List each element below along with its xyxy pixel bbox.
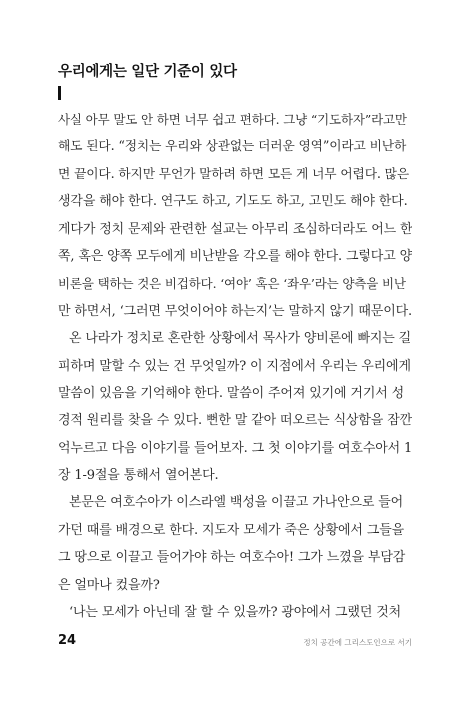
text-line: 사실 아무 말도 안 하면 너무 쉽고 편하다. 그냥 “기도하자”라고만	[58, 112, 407, 127]
text-line: 해도 된다. “정치는 우리와 상관없는 더러운 영역”이라고 비난하	[58, 139, 407, 155]
text-line: 은 얼마나 컸을까?	[58, 577, 160, 593]
text-line: 그 땅으로 이끌고 들어가야 하는 여호수아! 그가 느꼈을 부담감	[58, 550, 406, 566]
text-line: 생각을 해야 한다. 연구도 하고, 기도도 하고, 고민도 해야 한다.	[58, 194, 408, 210]
text-line: ‘나는 모세가 아닌데 잘 할 수 있을까? 광야에서 그랬던 것처	[69, 605, 402, 621]
text-line: 장 1-9절을 통해서 열어본다.	[58, 468, 219, 484]
text-line: 본문은 여호수아가 이스라엘 백성을 이끌고 가나안으로 들어	[69, 495, 404, 511]
running-title: 정치 공간에 그리스도인으로 서기	[303, 638, 412, 647]
text-line: 쪽, 혹은 양쪽 모두에게 비난받을 각오를 해야 한다. 그렇다고 양	[58, 248, 412, 264]
text-line: 말씀이 있음을 기억해야 한다. 말씀이 주어져 있기에 거기서 성	[58, 385, 405, 401]
text-line: 비론을 택하는 것은 비겁하다. ‘여야’ 혹은 ‘좌우’라는 양측을 비난	[58, 276, 406, 292]
text-line: 온 나라가 정치로 혼란한 상황에서 목사가 양비론에 빠지는 길	[69, 331, 412, 347]
text-line: 면 끝이다. 하지만 무언가 말하려 하면 모든 게 너무 어렵다. 많은	[58, 166, 409, 182]
page-number: 24	[58, 633, 77, 648]
text-cursor-mark	[58, 86, 61, 100]
text-line: 가던 때를 배경으로 한다. 지도자 모세가 죽은 상황에서 그들을	[58, 522, 405, 538]
text-line: 게다가 정치 문제와 관련한 설교는 아무리 조심하더라도 어느 한	[58, 221, 412, 237]
body-text	[58, 106, 412, 626]
text-line: 경적 원리를 찾을 수 있다. 뻔한 말 같아 떠오르는 식상함을 잠깐	[58, 413, 412, 429]
text-line: 만 하면서, ‘그러면 무엇이어야 하는지’는 말하지 않기 때문이다.	[58, 303, 412, 319]
text-line: 피하며 말할 수 있는 건 무엇일까? 이 지점에서 우리는 우리에게	[58, 358, 411, 374]
text-line: 억누르고 다음 이야기를 들어보자. 그 첫 이야기를 여호수아서 1	[58, 440, 412, 456]
section-heading: 우리에게는 일단 기준이 있다	[58, 64, 237, 80]
